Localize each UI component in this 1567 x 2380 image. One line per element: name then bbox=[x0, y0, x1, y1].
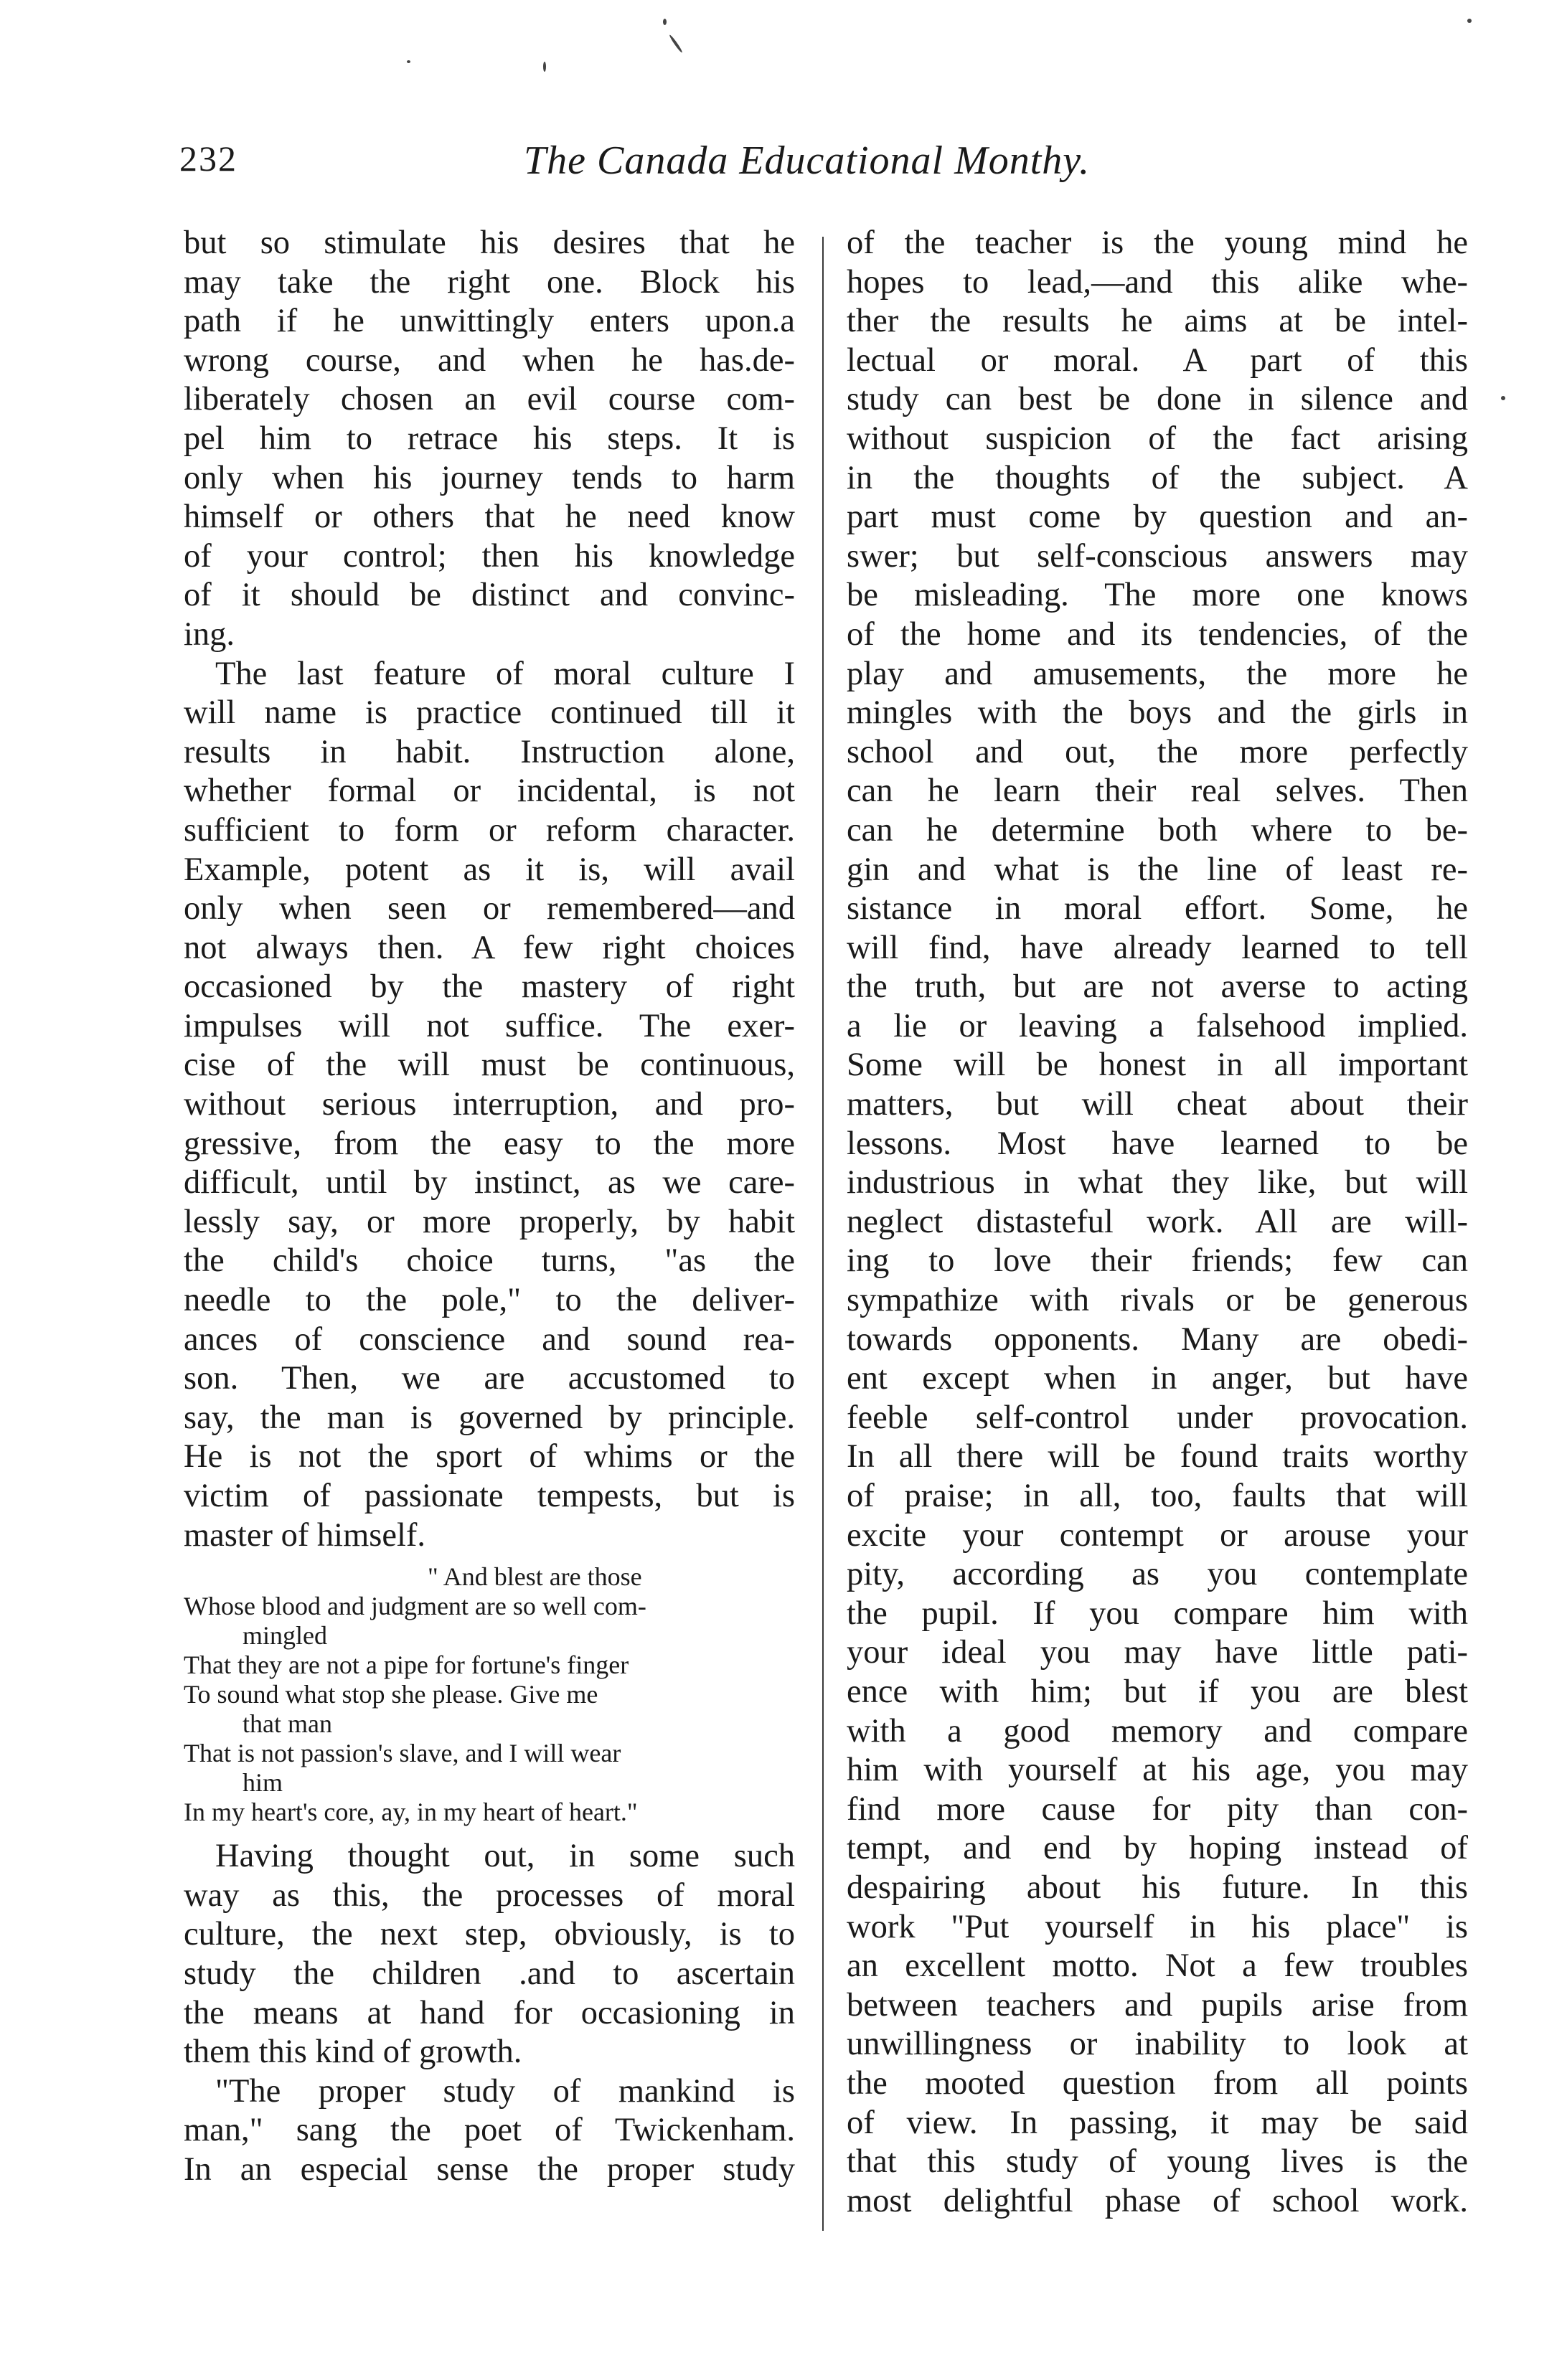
text-line: swer; but self-conscious answers may bbox=[847, 537, 1468, 575]
text-line: ances of conscience and sound rea- bbox=[184, 1321, 795, 1358]
text-line: the child's choice turns, "as the bbox=[184, 1242, 795, 1280]
text-line: of the teacher is the young mind he bbox=[847, 225, 1468, 261]
text-line: ent except when in anger, but have bbox=[847, 1360, 1468, 1397]
text-line: will find, have already learned to tell bbox=[847, 929, 1468, 966]
text-line: lessons. Most have learned to be bbox=[847, 1125, 1468, 1162]
column-divider bbox=[822, 237, 824, 2231]
text-line: needle to the pole," to the deliver- bbox=[184, 1282, 795, 1319]
text-line: the means at hand for occasioning in bbox=[184, 1994, 795, 2031]
text-line: liberately chosen an evil course com- bbox=[184, 381, 795, 418]
text-line: occasioned by the mastery of right bbox=[184, 968, 795, 1006]
text-line: whether formal or incidental, is not bbox=[184, 773, 795, 810]
text-line: way as this, the processes of moral bbox=[184, 1876, 795, 1914]
text-line: hopes to lead,—and this alike whe- bbox=[847, 263, 1468, 301]
text-line: study can best be done in silence and bbox=[847, 381, 1468, 418]
right-column bbox=[847, 224, 1468, 2221]
text-line: not always then. A few right choices bbox=[184, 929, 795, 966]
text-line: Example, potent as it is, will avail bbox=[184, 851, 795, 888]
quoted-verse bbox=[184, 1562, 795, 1827]
scan-speck bbox=[543, 62, 546, 72]
text-line: the mooted question from all points bbox=[847, 2064, 1468, 2102]
scan-speck bbox=[407, 60, 410, 63]
paragraph-start: "The proper study of mankind is bbox=[215, 2072, 795, 2110]
verse-line: mingled bbox=[243, 1621, 327, 1651]
text-line: victim of passionate tempests, but is bbox=[184, 1478, 795, 1514]
text-line: of view. In passing, it may be said bbox=[847, 2104, 1468, 2141]
text-line: results in habit. Instruction alone, bbox=[184, 733, 795, 770]
text-line: son. Then, we are accustomed to bbox=[184, 1360, 795, 1397]
text-line: Some will be honest in all important bbox=[847, 1047, 1468, 1084]
text-line: ther the results he aims at be intel- bbox=[847, 303, 1468, 340]
text-line: cise of the will must be continuous, bbox=[184, 1047, 795, 1084]
text-line: of praise; in all, too, faults that will bbox=[847, 1478, 1468, 1514]
scan-speck bbox=[1467, 19, 1472, 23]
verse-line: That is not passion's slave, and I will wear bbox=[184, 1739, 621, 1768]
paragraph-start: Having thought out, in some such bbox=[215, 1838, 795, 1875]
text-line: work "Put yourself in his place" is bbox=[847, 1908, 1468, 1945]
text-line: your ideal you may have little pati- bbox=[847, 1634, 1468, 1671]
text-line: school and out, the more perfectly bbox=[847, 733, 1468, 770]
verse-line: To sound what stop she please. Give me bbox=[184, 1680, 598, 1709]
text-line: despairing about his future. In this bbox=[847, 1869, 1468, 1906]
text-line: sistance in moral effort. Some, he bbox=[847, 890, 1468, 927]
text-line: that this study of young lives is the bbox=[847, 2143, 1468, 2181]
text-line: In all there will be found traits worthy bbox=[847, 1438, 1468, 1475]
text-line: neglect distasteful work. All are will- bbox=[847, 1203, 1468, 1240]
text-line: ing. bbox=[184, 615, 235, 653]
text-line: pel him to retrace his steps. It is bbox=[184, 420, 795, 457]
text-line: difficult, until by instinct, as we care- bbox=[184, 1164, 795, 1201]
text-line: feeble self-control under provocation. bbox=[847, 1399, 1468, 1436]
text-line: of the home and its tendencies, of the bbox=[847, 615, 1468, 653]
text-line: them this kind of growth. bbox=[184, 2034, 522, 2071]
text-line: find more cause for pity than con- bbox=[847, 1790, 1468, 1828]
text-line: be misleading. The more one knows bbox=[847, 577, 1468, 614]
text-line: mingles with the boys and the girls in bbox=[847, 694, 1468, 732]
verse-line: Whose blood and judgment are so well com- bbox=[184, 1592, 646, 1621]
text-line: the truth, but are not averse to acting bbox=[847, 968, 1468, 1006]
text-line: without serious interruption, and pro- bbox=[184, 1086, 795, 1123]
text-line: play and amusements, the more he bbox=[847, 655, 1468, 692]
verse-line: That they are not a pipe for fortune's finger bbox=[184, 1651, 629, 1680]
left-column bbox=[184, 224, 795, 2190]
verse-line: him bbox=[243, 1768, 283, 1798]
verse-line: In my heart's core, ay, in my heart of heart." bbox=[184, 1798, 638, 1827]
page-header bbox=[179, 138, 1162, 188]
text-line: between teachers and pupils arise from bbox=[847, 1986, 1468, 2024]
text-line: an excellent motto. Not a few troubles bbox=[847, 1947, 1468, 1985]
text-line: the pupil. If you compare him with bbox=[847, 1595, 1468, 1632]
page-number: 232 bbox=[179, 138, 237, 179]
text-line: industrious in what they like, but will bbox=[847, 1164, 1468, 1201]
text-line: with a good memory and compare bbox=[847, 1712, 1468, 1749]
text-line: part must come by question and an- bbox=[847, 499, 1468, 536]
text-line: but so stimulate his desires that he bbox=[184, 225, 795, 261]
text-line: study the children .and to ascertain bbox=[184, 1955, 795, 1992]
text-line: in the thoughts of the subject. A bbox=[847, 459, 1468, 496]
text-line: tempt, and end by hoping instead of bbox=[847, 1830, 1468, 1867]
text-line: unwillingness or inability to look at bbox=[847, 2026, 1468, 2063]
text-line: wrong course, and when he has.de- bbox=[184, 341, 795, 379]
text-line: sympathize with rivals or be generous bbox=[847, 1282, 1468, 1319]
text-line: lectual or moral. A part of this bbox=[847, 341, 1468, 379]
text-line: without suspicion of the fact arising bbox=[847, 420, 1468, 457]
text-line: can he determine both where to be- bbox=[847, 811, 1468, 849]
text-line: of your control; then his knowledge bbox=[184, 537, 795, 575]
text-line: excite your contempt or arouse your bbox=[847, 1516, 1468, 1554]
text-line: of it should be distinct and convinc- bbox=[184, 577, 795, 614]
text-line: only when his journey tends to harm bbox=[184, 459, 795, 496]
text-line: most delightful phase of school work. bbox=[847, 2182, 1468, 2219]
text-line: only when seen or remembered—and bbox=[184, 890, 795, 927]
text-line: impulses will not suffice. The exer- bbox=[184, 1007, 795, 1044]
text-line: say, the man is governed by principle. bbox=[184, 1399, 795, 1436]
text-line: culture, the next step, obviously, is to bbox=[184, 1916, 795, 1953]
text-line: sufficient to form or reform character. bbox=[184, 811, 795, 849]
text-line: may take the right one. Block his bbox=[184, 263, 795, 301]
text-line: gin and what is the line of least re- bbox=[847, 851, 1468, 888]
text-line: can he learn their real selves. Then bbox=[847, 773, 1468, 810]
text-line: a lie or leaving a falsehood implied. bbox=[847, 1007, 1468, 1044]
scan-speck bbox=[669, 34, 683, 54]
scan-speck bbox=[663, 19, 667, 25]
text-line: him with yourself at his age, you may bbox=[847, 1752, 1468, 1789]
text-line: He is not the sport of whims or the bbox=[184, 1438, 795, 1475]
text-line: towards opponents. Many are obedi- bbox=[847, 1321, 1468, 1358]
verse-line: " And blest are those bbox=[428, 1562, 642, 1592]
text-line: In an especial sense the proper study bbox=[184, 2150, 795, 2188]
text-line: path if he unwittingly enters upon.a bbox=[184, 303, 795, 340]
text-line: master of himself. bbox=[184, 1516, 426, 1554]
text-line: himself or others that he need know bbox=[184, 499, 795, 536]
text-line: will name is practice continued till it bbox=[184, 694, 795, 732]
text-line: matters, but will cheat about their bbox=[847, 1086, 1468, 1123]
running-title: The Canada Educational Monthy. bbox=[524, 138, 1091, 183]
text-line: pity, according as you contemplate bbox=[847, 1556, 1468, 1593]
paragraph-start: The last feature of moral culture I bbox=[215, 655, 795, 692]
verse-line: that man bbox=[243, 1709, 332, 1739]
text-line: man," sang the poet of Twickenham. bbox=[184, 2112, 795, 2149]
text-line: gressive, from the easy to the more bbox=[184, 1125, 795, 1162]
text-line: ence with him; but if you are blest bbox=[847, 1673, 1468, 1710]
text-line: ing to love their friends; few can bbox=[847, 1242, 1468, 1280]
scan-speck bbox=[1501, 396, 1505, 400]
text-line: lessly say, or more properly, by habit bbox=[184, 1203, 795, 1240]
